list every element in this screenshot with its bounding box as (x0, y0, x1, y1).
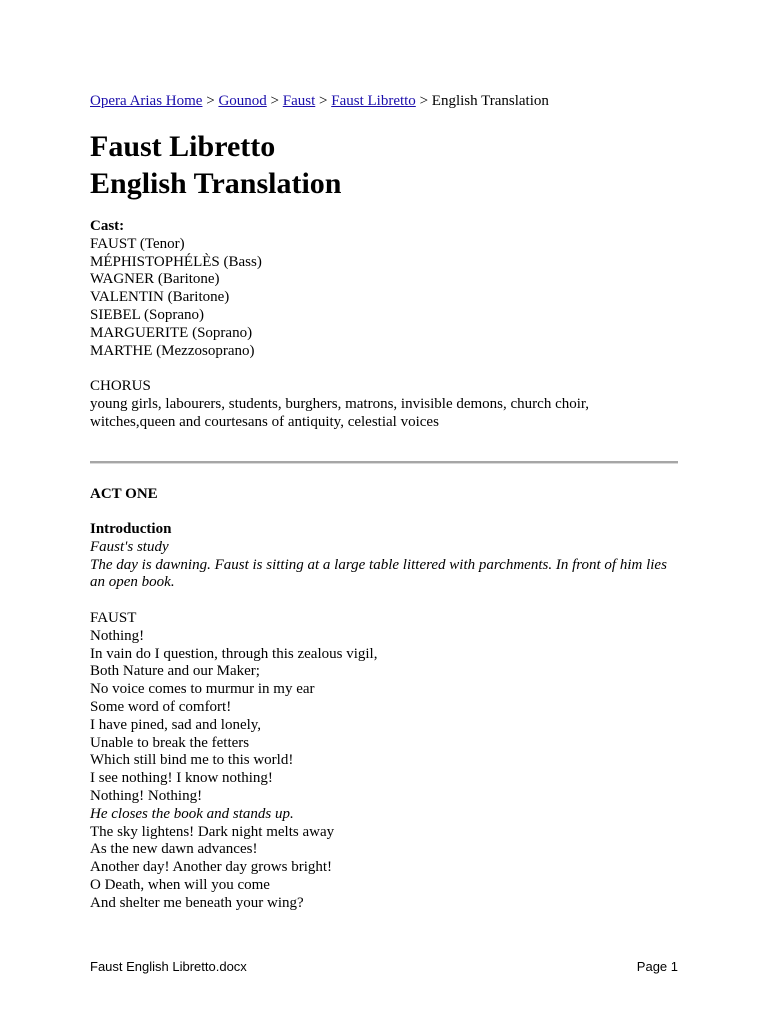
breadcrumb-separator: > (206, 93, 215, 109)
verse-line: No voice comes to murmur in my ear (90, 681, 315, 698)
cast-member: FAUST (Tenor) (90, 235, 185, 252)
cast-member: VALENTIN (Baritone) (90, 289, 230, 306)
verse-line: As the new dawn advances! (90, 841, 258, 858)
cast-member: MARGUERITE (Soprano) (90, 324, 253, 341)
verse-line: I see nothing! I know nothing! (90, 770, 273, 787)
verse-line: And shelter me beneath your wing? (90, 894, 304, 911)
breadcrumb-separator: > (270, 93, 279, 109)
breadcrumb-link-faust-libretto[interactable]: Faust Libretto (331, 93, 416, 109)
section-heading: Introduction (90, 521, 172, 537)
verse-line: Which still bind me to this world! (90, 752, 294, 769)
cast-heading: Cast: (90, 218, 125, 234)
footer-filename: Faust English Libretto.docx (90, 959, 247, 974)
cast-section (90, 218, 262, 360)
page-title-line-1: Faust Libretto (90, 130, 276, 163)
act-heading: ACT ONE (90, 486, 158, 502)
verse-line: Both Nature and our Maker; (90, 663, 260, 680)
breadcrumb-current: English Translation (431, 93, 549, 109)
speaker-name: FAUST (90, 610, 137, 626)
page-title (90, 128, 341, 202)
verse-line: Another day! Another day grows bright! (90, 859, 333, 876)
verse-line: The sky lightens! Dark night melts away (90, 823, 335, 840)
verse-line: O Death, when will you come (90, 876, 270, 893)
faust-verse (90, 610, 377, 913)
stage-direction-line: an open book. (90, 574, 175, 591)
cast-member: WAGNER (Baritone) (90, 271, 220, 288)
breadcrumb-link-home[interactable]: Opera Arias Home (90, 93, 203, 109)
stage-direction-line: The day is dawning. Faust is sitting at a large table littered with parchments. In front of him lies (90, 556, 667, 573)
breadcrumb-link-faust[interactable]: Faust (282, 93, 316, 109)
verse-line: I have pined, sad and lonely, (90, 716, 262, 733)
stage-direction: He closes the book and stands up. (90, 805, 294, 822)
chorus-line: witches,queen and courtesans of antiquity, celestial voices (90, 413, 439, 430)
breadcrumb-link-gounod[interactable]: Gounod (218, 93, 267, 109)
verse-line: Nothing! (90, 627, 145, 644)
verse-line: Unable to break the fetters (90, 734, 250, 751)
breadcrumb-separator: > (319, 93, 328, 109)
verse-line: Some word of comfort! (90, 698, 232, 715)
breadcrumb (90, 92, 549, 110)
verse-line: In vain do I question, through this zealous vigil, (90, 645, 378, 662)
footer-page-number: Page 1 (636, 959, 678, 974)
introduction-section (90, 521, 667, 592)
section-divider (90, 461, 678, 464)
breadcrumb-separator: > (419, 93, 429, 109)
setting-text: Faust's study (90, 538, 169, 555)
chorus-line: young girls, labourers, students, burghers, matrons, invisible demons, church choir, (90, 395, 590, 412)
act-heading-block (90, 486, 158, 504)
cast-member: SIEBEL (Soprano) (90, 306, 205, 323)
chorus-section (90, 378, 589, 431)
chorus-heading: CHORUS (90, 378, 151, 394)
cast-member: MARTHE (Mezzosoprano) (90, 342, 255, 359)
page-title-line-2: English Translation (90, 167, 342, 200)
verse-line: Nothing! Nothing! (90, 787, 203, 804)
cast-member: MÉPHISTOPHÉLÈS (Bass) (90, 253, 262, 270)
